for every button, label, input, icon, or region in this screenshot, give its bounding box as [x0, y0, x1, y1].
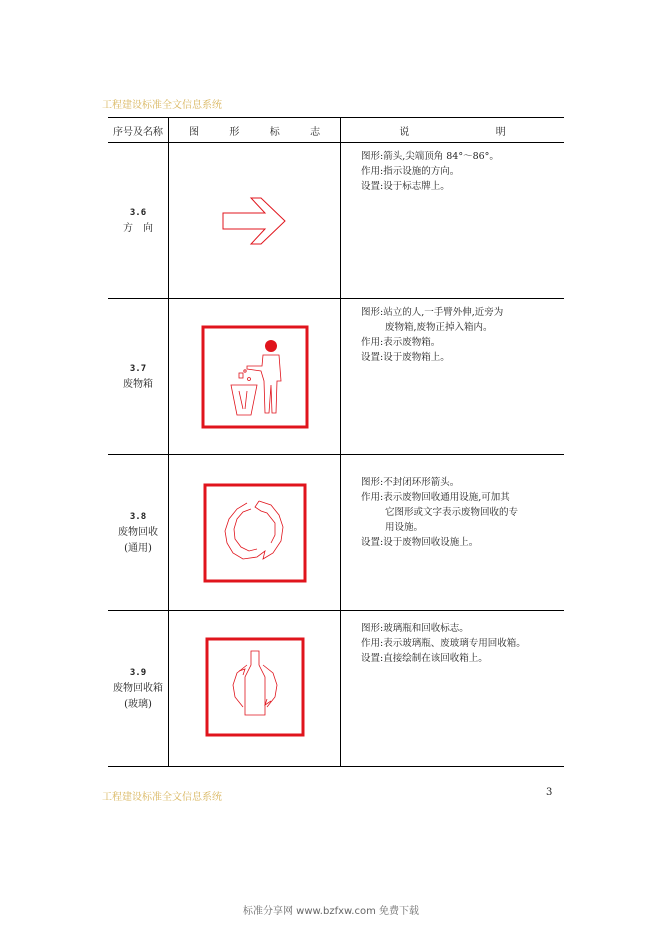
row-description [341, 455, 565, 611]
description-line: 设置:直接绘制在该回收箱上。 [361, 653, 488, 664]
row-description [341, 299, 565, 455]
description-line: 图形:不封闭环形箭头。 [361, 477, 460, 488]
row-symbol-cell [169, 611, 341, 767]
description-line: 作用:表示废物箱。 [361, 337, 441, 348]
row-description [341, 143, 565, 299]
row-symbol-cell [169, 143, 341, 299]
col-header-description-char: 明 [495, 126, 506, 138]
header-source: 工程建设标准全文信息系统 [102, 100, 222, 111]
row-name: (通用) [124, 542, 152, 554]
description-line: 设置:设于废物箱上。 [361, 352, 450, 363]
table-row [108, 455, 564, 611]
row-number-name [108, 299, 169, 455]
description-line: 废物箱,废物正掉入箱内。 [385, 322, 493, 333]
glass-recycle-icon [199, 635, 311, 743]
col-header-symbol-char: 标 [269, 126, 280, 138]
description-line: 用设施。 [385, 522, 424, 533]
standard-table [108, 117, 564, 767]
col-header-description [341, 118, 565, 143]
row-name: 方 向 [123, 222, 153, 234]
description-line: 设置:设于标志牌上。 [361, 181, 450, 192]
col-header-number-name: 序号及名称 [108, 118, 169, 143]
table-header-row [108, 118, 564, 143]
row-symbol-cell [169, 455, 341, 611]
row-number: 3.6 [129, 207, 147, 218]
col-header-symbol [169, 118, 341, 143]
description-line: 它图形或文字表示废物回收的专 [385, 507, 519, 518]
recycle-loop-icon [199, 479, 311, 587]
row-name: 废物回收 [118, 526, 158, 538]
row-symbol-cell [169, 299, 341, 455]
description-line: 设置:设于废物回收设施上。 [361, 537, 479, 548]
description-line: 作用:表示废物回收通用设施,可加其 [361, 492, 510, 503]
row-number-name [108, 455, 169, 611]
table-row [108, 299, 564, 455]
description-line: 图形:玻璃瓶和回收标志。 [361, 623, 469, 634]
table-row [108, 143, 564, 299]
row-name: 废物箱 [123, 378, 153, 390]
description-line: 图形:箭头,尖端顶角 84°～86°。 [361, 151, 499, 162]
waste-bin-icon [199, 323, 311, 431]
row-number: 3.7 [129, 363, 147, 374]
row-number: 3.8 [129, 511, 147, 522]
row-name: 废物回收箱 [113, 682, 163, 694]
description-line: 作用:表示玻璃瓶、废玻璃专用回收箱。 [361, 638, 526, 649]
description-line: 作用:指示设施的方向。 [361, 166, 460, 177]
footer-source: 工程建设标准全文信息系统 [102, 792, 222, 803]
site-footer: 标准分享网 www.bzfxw.com 免费下载 [243, 906, 419, 917]
col-header-symbol-char: 形 [229, 126, 240, 138]
col-header-symbol-char: 志 [310, 126, 321, 138]
row-number-name [108, 611, 169, 767]
col-header-description-char: 说 [399, 126, 410, 138]
row-description [341, 611, 565, 767]
arrow-icon [205, 186, 305, 256]
page-number: 3 [546, 787, 553, 798]
row-number-name [108, 143, 169, 299]
description-line: 图形:站立的人,一手臂外伸,近旁为 [361, 307, 504, 318]
col-header-symbol-char: 图 [188, 126, 199, 138]
row-number: 3.9 [129, 667, 147, 678]
row-name: (玻璃) [124, 698, 152, 710]
table-row [108, 611, 564, 767]
